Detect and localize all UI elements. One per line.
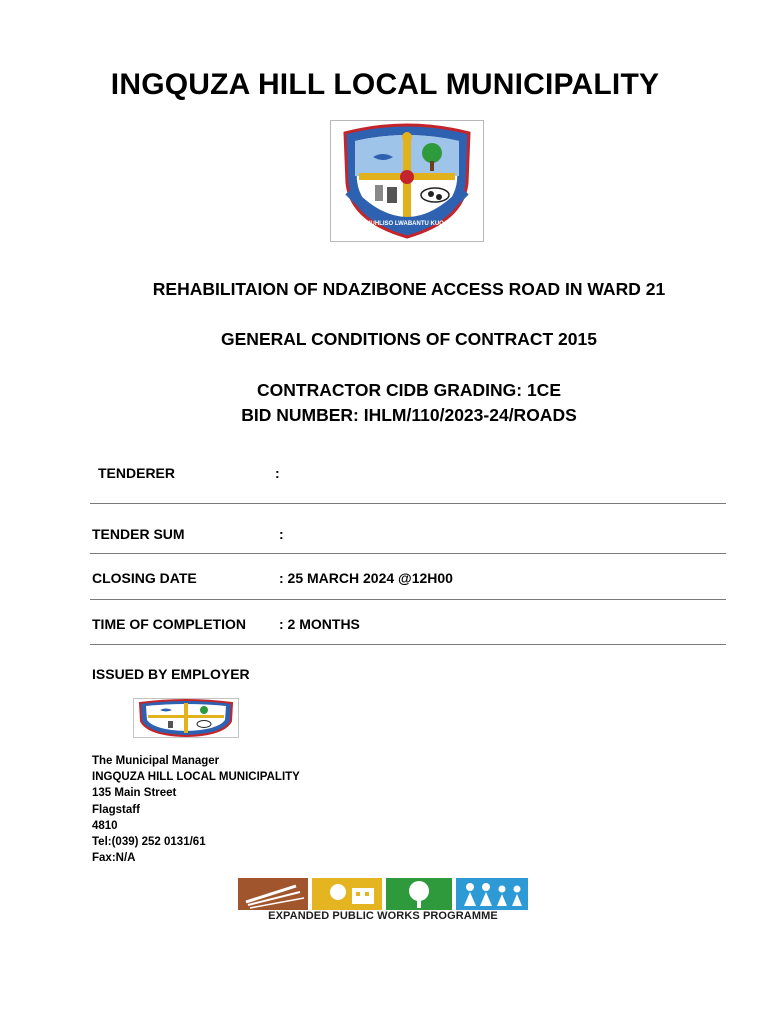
closing-date-value: : 25 MARCH 2024 @12H00: [279, 570, 453, 586]
tenderer-value: :: [275, 465, 280, 481]
project-title: REHABILITAION OF NDAZIBONE ACCESS ROAD IN WARD 21: [152, 279, 666, 299]
small-crest-icon: [134, 699, 238, 737]
address-line: 4810: [92, 819, 118, 832]
address-line: Tel:(039) 252 0131/61: [92, 836, 206, 849]
address-line: Fax:N/A: [92, 852, 136, 865]
closing-date-label: CLOSING DATE: [92, 570, 197, 586]
bid-number: BID NUMBER: IHLM/110/2023-24/ROADS: [241, 405, 577, 425]
small-crest: [133, 698, 239, 738]
epwp-icon: [238, 878, 528, 910]
address-line: The Municipal Manager: [92, 755, 220, 767]
address-line: Flagstaff: [92, 803, 140, 816]
municipal-crest: [330, 120, 484, 242]
tender-sum-value: :: [279, 526, 284, 542]
cidb-grading: CONTRACTOR CIDB GRADING: 1CE: [257, 380, 561, 400]
conditions-heading: GENERAL CONDITIONS OF CONTRACT 2015: [221, 329, 597, 349]
completion-label: TIME OF COMPLETION: [92, 616, 246, 632]
epwp-logo: [238, 878, 528, 910]
issued-by-heading: ISSUED BY EMPLOYER: [92, 666, 250, 682]
crest-motto: UPHUHLISO LWABANTU KUQALA: [357, 221, 457, 227]
crest-emblem-icon: [331, 121, 483, 241]
completion-underline: [90, 644, 726, 645]
epwp-caption: EXPANDED PUBLIC WORKS PROGRAMME: [268, 910, 498, 922]
tender-sum-label: TENDER SUM: [92, 526, 185, 542]
tender-sum-underline: [90, 553, 726, 554]
employer-address: [92, 753, 300, 866]
tenderer-underline: [90, 503, 726, 504]
address-line: 135 Main Street: [92, 787, 177, 800]
closing-date-underline: [90, 599, 726, 600]
completion-value: : 2 MONTHS: [279, 616, 360, 632]
address-line: INGQUZA HILL LOCAL MUNICIPALITY: [92, 771, 300, 784]
document-title: INGQUZA HILL LOCAL MUNICIPALITY: [110, 68, 660, 101]
tenderer-label: TENDERER: [98, 465, 176, 481]
